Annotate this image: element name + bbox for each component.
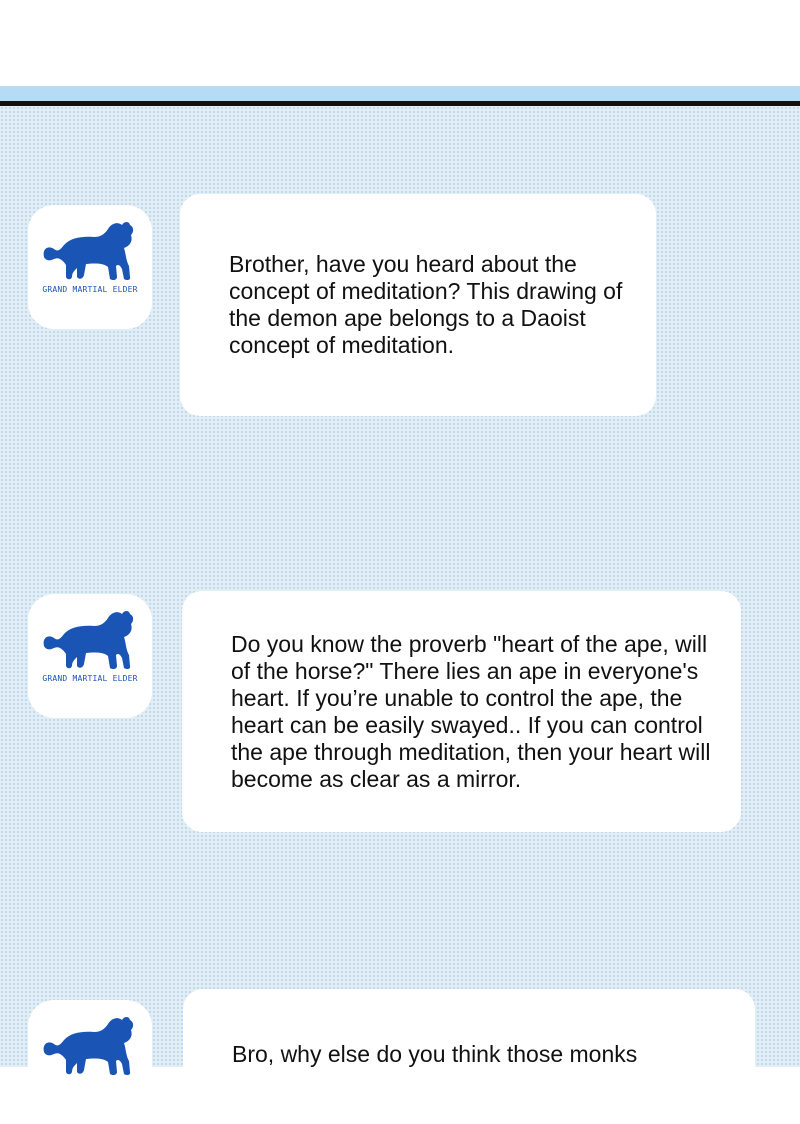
avatar[interactable] xyxy=(28,594,152,718)
avatar-label: GRAND MARTIAL ELDER xyxy=(42,285,138,294)
message-text: Bro, why else do you think those monks xyxy=(232,1041,638,1067)
blue-leopard-icon xyxy=(38,608,142,674)
message-bubble[interactable] xyxy=(183,989,755,1067)
message-text: Do you know the proverb "heart of the ape, will of the horse?" There lies an ape in everyone's heart. If you’re unable to control the ape, the heart can be easily swayed.. If you can control the ape through meditation, then your heart will become as clear as a mirror. xyxy=(231,630,711,792)
avatar[interactable] xyxy=(28,205,152,329)
message-text: Brother, have you heard about the concept of meditation? This drawing of the demon ape belongs to a Daoist concept of meditation. xyxy=(229,251,623,358)
avatar-label: GRAND MARTIAL ELDER xyxy=(42,674,138,683)
message-bubble[interactable] xyxy=(182,591,741,832)
avatar[interactable] xyxy=(28,1000,152,1124)
message-bubble[interactable] xyxy=(180,194,656,416)
blue-leopard-icon xyxy=(38,219,142,285)
header-accent-bar xyxy=(0,86,800,102)
blue-leopard-icon xyxy=(38,1014,142,1080)
top-margin xyxy=(0,0,800,86)
